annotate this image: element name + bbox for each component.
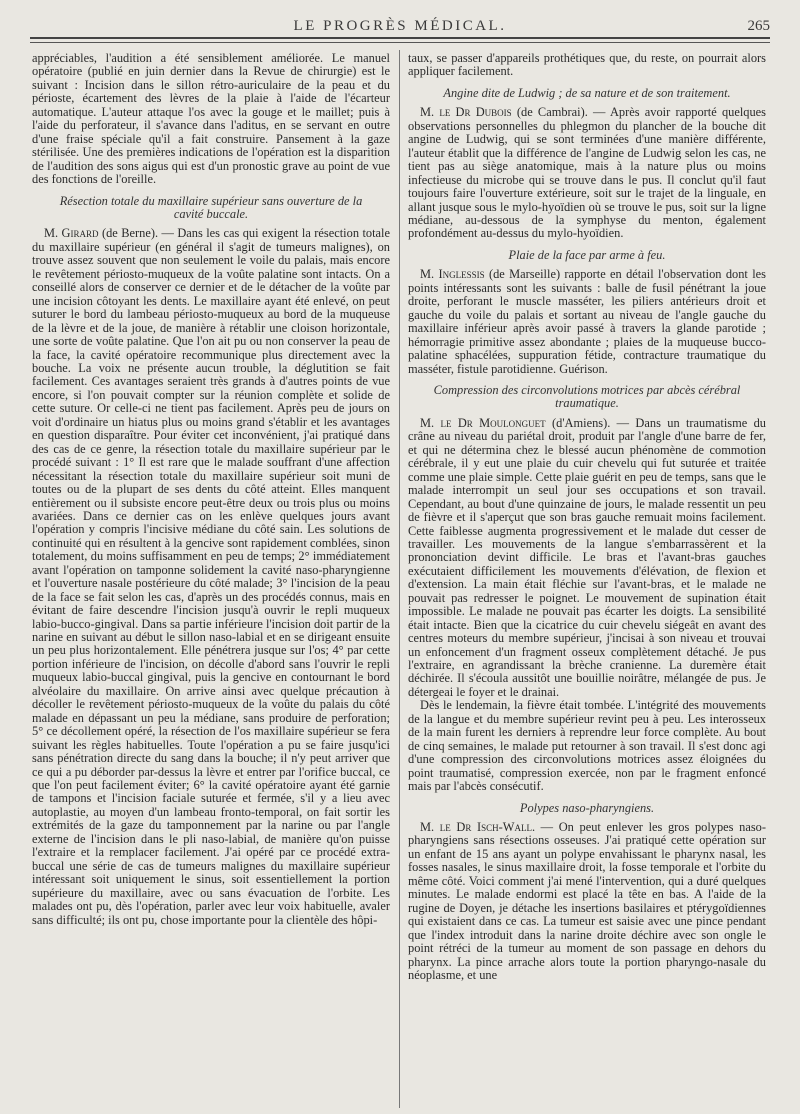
- running-header: [30, 14, 770, 44]
- author-name: M. Inglessis: [420, 267, 485, 282]
- section-heading: Compression des circonvolutions motrices par abcès cérébral traumatique.: [433, 382, 741, 411]
- paragraph-text: (d'Amiens). — Dans un traumatisme du crâne au niveau du pariétal droit, produit par l'angle d'une barre de fer, et qui ne détermina chez le blessé aucun phénomène de commotion cérébrale, il y eut une plaie du cuir chevelu qui fut suturée et traitée comme une plaie simple. Cette plaie guérit en peu de temps, sans que le malade interrompit un seul jour ses occupations et son travail. Cependant, au bout d'une quinzaine de jours, le malade ressentit un peu de fièvre et il s'aperçut que son bras gauche remuait moins facilement. Cette faiblesse augmenta progressivement et le malade dut cesser de travailler. Les mouvements de la langue s'embarrassèrent et la prononciation devint difficile. Le bras et l'avant-bras gauches exécutaient difficilement les mouvements d'élévation, de flexion et d'extension. La main était fléchie sur l'avant-bras, et le malade ne pouvait pas redresser le poignet. Le mouvement de supination était impossible. Le malade ne pouvait pas écarter les doigts. La sensibilité était intacte. Bien que la cicatrice du cuir chevelu siégeât en avant des centres moteurs du membre supérieur, j'incisai à son niveau et trouvai un enfoncement d'un fragment osseux complètement détaché. Je pus l'extraire, en agrandissant la brèche cranienne. La duremère était déchirée. Il s'écoula aussitôt une bouillie noirâtre, mélangée de pus. Je détergeai le foyer et le drainai.: [408, 415, 766, 699]
- paragraph: [408, 821, 766, 982]
- author-name: M. le Dr Isch-Wall: [420, 820, 532, 835]
- paragraph-text: (de Berne). — Dans les cas qui exigent la résection totale du maxillaire supérieur (en général il s'agit de tumeurs malignes), on trouve assez souvent que non seulement le voile du palais, mais encore le revêtement périosto-muqueux de la voûte palatine sont intacts. On a conseillé alors de conserver ce dernier et de le détacher de la voûte par une incision côtoyant les dents. Le maxillaire ayant été enlevé, on peut suturer le bord du lambeau périosto-muqueux au bord de la muqueuse de la lèvre et de la joue, de manière à rétablir une cloison horizontale, une sorte de voûte palatine. Que l'on ait pu ou non conserver la peau de la face, la cavité opératoire recommunique plus directement avec la bouche. La voix ne présente aucun trouble, la déglutition se fait facilement. Ces avantages seraient très grands à d'autres points de vue encore, si l'on pouvait compter sur la réunion complète et solide de cette suture. Or celle-ci ne tient pas facilement. Après peu de jours on voit d'ordinaire un hiatus plus ou moins grand s'établir et les avantages en question disparaître. Pour éviter cet inconvénient, j'ai pratiqué dans des cas de ce genre, la résection totale du maxillaire supérieur par le procédé suivant : 1° Il est rare que le malade souffrant d'une affection nécessitant la résection totale du maxillaire supérieur soit muni de toutes ou de la plupart de ses dents du côté atteint. Elles manquent entièrement ou il subsiste encore peut-être deux ou trois plus ou moins avariées. Dans ce dernier cas on les enlève quelques jours avant l'opération y compris l'incisive médiane du côté sain. Les solutions de continuité qui en résultent à la gencive sont rapidement comblées, sinon totalement, du moins suffisamment en peu de temps; 2° immédiatement avant l'opération on tamponne solidement la cavité naso-pharyngienne et l'ouverture nasale postérieure du côté malade; 3° l'incision de la peau de la face se fait selon les cas, d'après un des procédés connus, mais en évitant de faire descendre l'incision jusqu'à ouvrir le repli muqueux labio-bucco-gingival. Dans sa partie inférieure l'incision doit partir de la narine en suivant au début le sillon naso-labial et en se dirigeant ensuite un peu plus horizontalement. Elle pénétrera jusque sur l'os; 4° par cette portion inférieure de l'incision, on décolle d'abord sans l'ouvrir le repli muqueux labio-buccal gingival, puis la gencive en contournant le bord alvéolaire du maxillaire. On arrive ainsi avec quelque précaution à décoller le revêtement périosto-muqueux de la voûte du palais du côté malade en dépassant un peu la médiane, sans produire de perforation; 5° ce décollement opéré, la résection de l'os maxillaire supérieur se fera suivant les règles habituelles. Toute l'opération a pu se faire jusqu'ici sans pénétration directe du sang dans la bouche; il n'y peut arriver que ce qui a pu déborder par-dessus la lèvre et entrer par l'orifice buccal, ce que l'on peut facilement éviter; 6° la cavité opératoire ayant été garnie de tampons et l'incision faciale suturée et fermée, s'il y a lieu avec autoplastie, au moyen d'un lambeau fronto-temporal, on fait sortir les extrémités de la gaze du tamponnement par la narine ou par l'angle externe de l'incision dans le pli naso-labial, de manière qu'on puisse l'extraire et la remplacer facilement. J'ai opéré par ce procédé extra-buccal une série de cas de tumeurs malignes du maxillaire supérieur intéressant soit uniquement le sinus, soit essentiellement la portion supérieure du maxillaire, avec ou sans évacuation de l'orbite. Les malades ont pu, dès l'opération, parler avec leur voix habituelle, avaler sans difficulté; ils ont pu, chose importante pour la clientèle des hôpi-: [32, 226, 390, 927]
- journal-title: LE PROGRÈS MÉDICAL.: [293, 18, 507, 34]
- section-heading: Polypes naso-pharyngiens.: [519, 800, 655, 815]
- paragraph: [408, 106, 766, 241]
- page-number: 265: [747, 18, 770, 34]
- left-column: [32, 52, 390, 1110]
- paragraph: [408, 268, 766, 376]
- header-rule-thick: [30, 37, 770, 39]
- paragraph: [408, 417, 766, 700]
- paragraph: taux, se passer d'appareils prothétiques que, du reste, on pourrait alors appliquer facilement.: [408, 52, 766, 79]
- column-divider: [399, 50, 400, 1108]
- header-rule-thin: [30, 42, 770, 43]
- paragraph: appréciables, l'audition a été sensiblement améliorée. Le manuel opératoire (publié en juin dernier dans la Revue de chirurgie) est le suivant : Incision dans le sillon rétro-auriculaire de la peau et du périoste, écartement des lèvres de la plaie à l'aide de l'écarteur automatique. L'auteur attaque l'os avec la gouge et le maillet; puis à l'aide du perforateur, il s'avance dans l'aditus, en se servant en outre d'une fraise spéciale qu'il a fait construire. Pansement à la gaze stérilisée. Une des premières indications de l'opération est la disparition de l'audition des sons aigus qui est d'un pronostic grave au point de vue des fonctions de l'oreille.: [32, 52, 390, 187]
- paragraph-text: (de Marseille) rapporte en détail l'observation dont les points intéressants sont les suivants : balle de fusil pénétrant la joue droite, perforant le muscle masséter, les piliers antérieurs droit et gauche du voile du palais et sortant au niveau de l'angle gauche du maxillaire inférieur après avoir passé à travers la glande parotide ; hémorragie primitive assez abondante ; plaies de la muqueuse bucco-palatine sphacélées, suppuration fétide, contracture traumatique du masséter, fistule parotidienne. Guérison.: [408, 267, 766, 376]
- section-heading: Résection totale du maxillaire supérieur sans ouverture de la cavité buccale.: [59, 193, 363, 221]
- paragraph: [32, 227, 390, 927]
- author-name: M. le Dr Dubois: [420, 105, 512, 120]
- paragraph-text: . — On peut enlever les gros polypes naso-pharyngiens sans résections osseuses. J'ai pratiqué cette opération sur un enfant de 15 ans ayant un polype envahissant le pharynx nasal, les fosses nasales, le sinus maxillaire droit, la fosse temporale et l'orbite du même côté. Voici comment j'ai mené l'intervention, qui a duré quelques minutes. Le malade endormi est placé la tête en bas. A l'aide de la rugine de Doyen, je détache les insertions basilaires et ptérygoïdiennes qui existaient dans ce cas. La tumeur est saisie avec une pince pendant que l'index introduit dans la narine droite déchire avec son ongle le point rétréci de la tumeur au moment de son passage en dehors du pharynx. La pince arrache alors toute la portion pharyngo-nasale du néoplasme, et une: [408, 820, 766, 982]
- author-name: M. le Dr Moulonguet: [420, 415, 546, 430]
- paragraph: Dès le lendemain, la fièvre était tombée. L'intégrité des mouvements de la langue et du membre supérieur revint peu à peu. Les interosseux de la main furent les derniers à reprendre leur force complète. Au bout de cinq semaines, le malade put retourner à son travail. Il s'est donc agi d'une compression des circonvolutions motrices assez éloignées du point traumatisé, compression exercée, non par le fragment enfoncé mais par l'abcès consécutif.: [408, 698, 766, 794]
- author-name: M. Girard: [44, 226, 99, 241]
- paragraph-text: (de Cambrai). — Après avoir rapporté quelques observations personnelles du phlegmon du plancher de la bouche dit angine de Ludwig, qui se sont terminées d'une manière différente, l'auteur établit que la différence de l'angine de Ludwig selon les cas, ne tient pas au siège anatomique, mais à la nature plus ou moins infectieuse du microbe qui se trouve dans le pus. Il conclut qu'il faut toujours faire l'ouverture extérieure, soit sur le trajet de la linguale, en allant jusque sous le mylo-hyoïdien où se trouve le pus, soit sur la ligne médiane, au-dessous de la symphyse du menton, également profondément au-dessus du mylo-hyoïdien.: [408, 105, 766, 241]
- section-heading: Plaie de la face par arme à feu.: [508, 247, 666, 262]
- right-column: [408, 52, 766, 1110]
- section-heading: Angine dite de Ludwig ; de sa nature et de son traitement.: [443, 85, 731, 100]
